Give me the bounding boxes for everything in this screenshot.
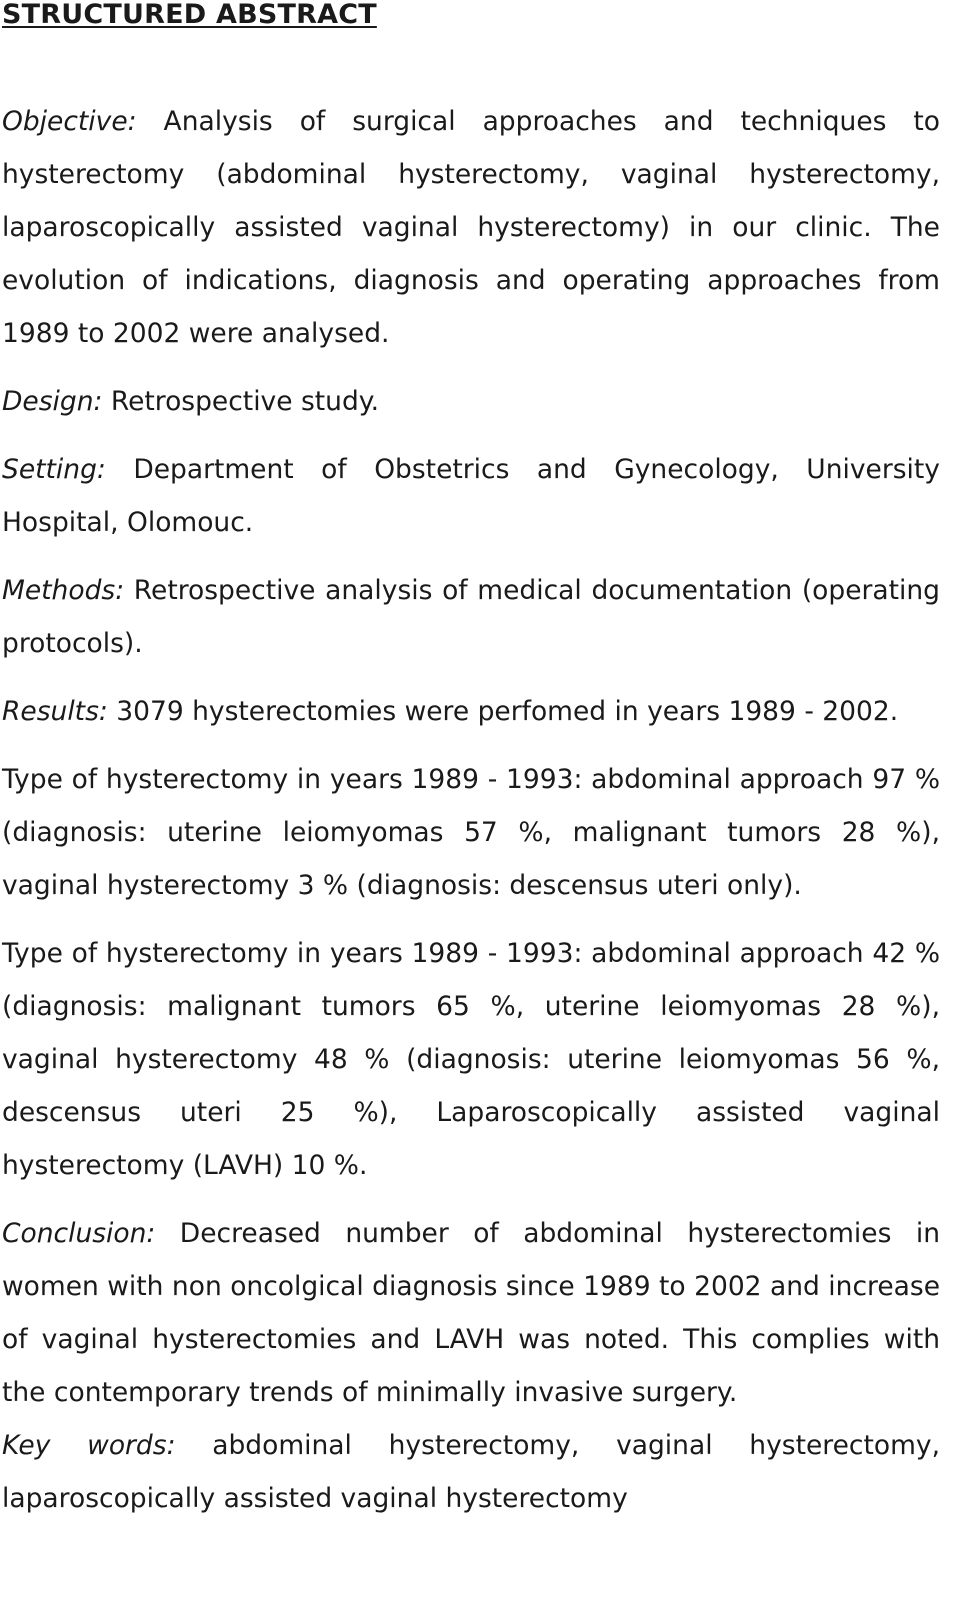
objective-text: Analysis of surgical approaches and techniques to hysterectomy (abdominal hysterectomy, vaginal hysterectomy, laparoscopically assisted vaginal hysterectomy) in our clinic. The evolution of indications, diagnosis and operating approaches from 1989 to 2002 were analysed. <box>2 106 940 349</box>
keywords-label: Key words: <box>2 1430 176 1461</box>
hysterectomy-type-paragraph-2: Type of hysterectomy in years 1989 - 1993: abdominal approach 42 % (diagnosis: malignant tumors 65 %, uterine leiomyomas 28 %), vaginal hysterectomy 48 % (diagnosis: uterine leiomyomas 56 %, descensus uteri 25 %), Laparoscopically assisted vaginal hysterectomy (LAVH) 10 %. <box>2 938 940 1181</box>
setting-label: Setting: <box>2 454 106 485</box>
design-paragraph <box>2 375 940 428</box>
setting-text: Department of Obstetrics and Gynecology, University Hospital, Olomouc. <box>2 454 940 538</box>
conclusion-text: Decreased number of abdominal hysterectomies in women with non oncolgical diagnosis since 1989 to 2002 and increase of vaginal hysterectomies and LAVH was noted. This complies with the contemporary trends of minimally invasive surgery. <box>2 1218 940 1408</box>
results-text: 3079 hysterectomies were perfomed in years 1989 - 2002. <box>107 696 899 727</box>
objective-label: Objective: <box>2 106 137 137</box>
abstract-page <box>2 0 940 1525</box>
setting-paragraph <box>2 443 940 549</box>
design-text: Retrospective study. <box>102 386 380 417</box>
abstract-heading: STRUCTURED ABSTRACT <box>2 0 377 30</box>
methods-paragraph <box>2 564 940 670</box>
hysterectomy-type-paragraph-1: Type of hysterectomy in years 1989 - 1993: abdominal approach 97 % (diagnosis: uterine leiomyomas 57 %, malignant tumors 28 %), vaginal hysterectomy 3 % (diagnosis: descensus uteri only). <box>2 764 940 901</box>
objective-paragraph <box>2 95 940 360</box>
methods-text: Retrospective analysis of medical documentation (operating protocols). <box>2 575 940 659</box>
design-label: Design: <box>2 386 103 417</box>
keywords-paragraph <box>2 1419 940 1525</box>
conclusion-paragraph <box>2 1207 940 1419</box>
methods-label: Methods: <box>2 575 125 606</box>
results-paragraph <box>2 685 940 738</box>
results-label: Results: <box>2 696 108 727</box>
conclusion-label: Conclusion: <box>2 1218 156 1249</box>
keywords-text: abdominal hysterectomy, vaginal hysterectomy, laparoscopically assisted vaginal hysterectomy <box>2 1430 940 1514</box>
